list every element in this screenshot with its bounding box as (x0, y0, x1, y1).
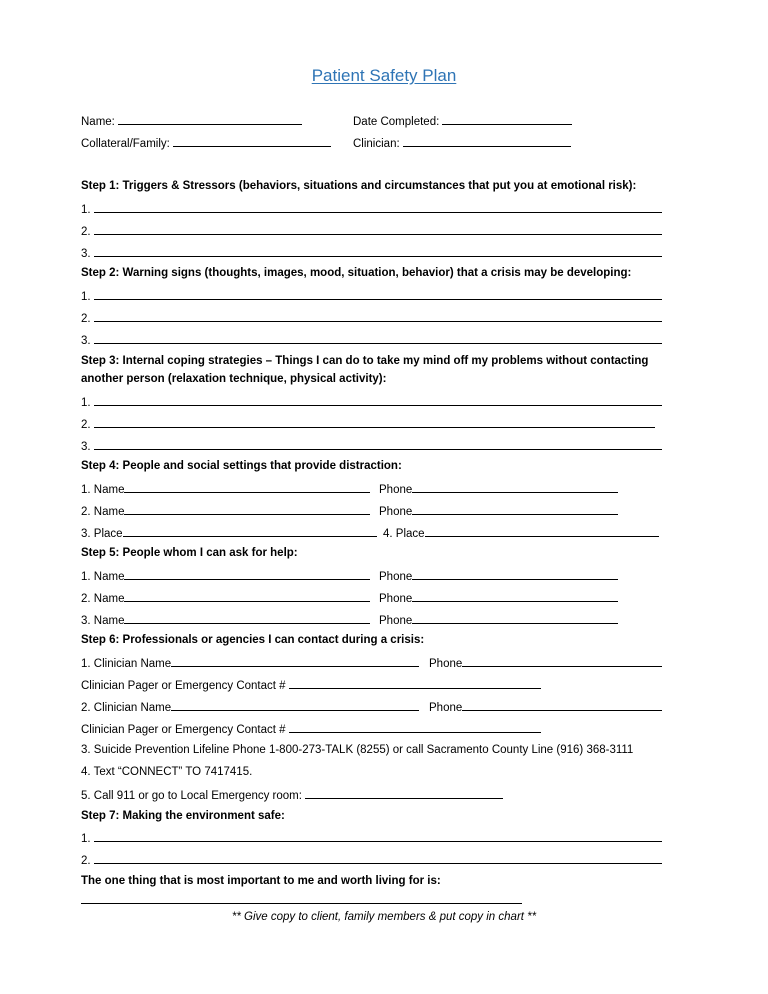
step4-phone-1-blank[interactable] (412, 480, 618, 493)
step1-blank-1[interactable] (94, 200, 662, 213)
step5-phone-2[interactable]: Phone (379, 589, 618, 605)
step4-name-1-blank[interactable] (124, 480, 370, 493)
date-field-row[interactable] (353, 112, 572, 128)
step4-phone-1[interactable]: Phone (379, 480, 618, 496)
step3-item-3[interactable]: 3. (81, 437, 662, 453)
step5-phone-3[interactable]: Phone (379, 611, 618, 627)
step4-phone-2-blank[interactable] (412, 502, 618, 515)
step7-blank-1[interactable] (94, 829, 662, 842)
step6-pager-1[interactable]: Clinician Pager or Emergency Contact # (81, 676, 541, 692)
step4-place-3-blank[interactable] (123, 524, 377, 537)
collateral-label: Collateral/Family: (81, 138, 170, 150)
step5-name-3[interactable]: 3. Name (81, 611, 370, 627)
step6-clinician-1-blank[interactable] (171, 654, 419, 667)
step7-item-2[interactable]: 2. (81, 851, 662, 867)
name-field-row[interactable] (81, 112, 302, 128)
step1-heading: Step 1: Triggers & Stressors (behaviors, situations and circumstances that put you at emotional risk): (81, 180, 637, 192)
step5-name-2-blank[interactable] (124, 589, 370, 602)
name-label: Name: (81, 116, 115, 128)
step2-item-1[interactable]: 1. (81, 287, 662, 303)
step6-phone-2[interactable]: Phone (429, 698, 662, 714)
step2-blank-3[interactable] (94, 331, 662, 344)
date-label: Date Completed: (353, 116, 440, 128)
step5-name-1-blank[interactable] (124, 567, 370, 580)
step2-item-2[interactable]: 2. (81, 309, 662, 325)
step4-place-3[interactable]: 3. Place (81, 524, 377, 540)
step3-blank-3[interactable] (94, 437, 662, 450)
step6-pager-2-blank[interactable] (289, 720, 541, 733)
step1-blank-2[interactable] (94, 222, 662, 235)
step6-phone-1[interactable]: Phone (429, 654, 662, 670)
step3-blank-2[interactable] (94, 415, 655, 428)
step6-text-connect: 4. Text “CONNECT” TO 7417415. (81, 766, 253, 778)
step7-blank-2[interactable] (94, 851, 662, 864)
step3-heading-line2: another person (relaxation technique, physical activity): (81, 373, 387, 385)
step6-pager-1-blank[interactable] (289, 676, 541, 689)
step5-name-3-blank[interactable] (124, 611, 370, 624)
step1-item-3[interactable]: 3. (81, 244, 662, 260)
date-blank[interactable] (442, 112, 572, 125)
step1-blank-3[interactable] (94, 244, 662, 257)
step6-phone-2-blank[interactable] (462, 698, 662, 711)
final-answer-blank[interactable] (81, 902, 522, 904)
step5-phone-3-blank[interactable] (412, 611, 618, 624)
step7-item-1[interactable]: 1. (81, 829, 662, 845)
step6-clinician-2[interactable]: 2. Clinician Name (81, 698, 419, 714)
step2-blank-2[interactable] (94, 309, 662, 322)
step5-phone-1-blank[interactable] (412, 567, 618, 580)
step6-heading: Step 6: Professionals or agencies I can contact during a crisis: (81, 634, 425, 646)
clinician-blank[interactable] (403, 134, 571, 147)
step4-phone-2[interactable]: Phone (379, 502, 618, 518)
step5-name-2[interactable]: 2. Name (81, 589, 370, 605)
step6-clinician-1[interactable]: 1. Clinician Name (81, 654, 419, 670)
step6-phone-1-blank[interactable] (462, 654, 662, 667)
step4-name-2-blank[interactable] (124, 502, 370, 515)
page-title: Patient Safety Plan (311, 66, 457, 85)
step2-heading: Step 2: Warning signs (thoughts, images, mood, situation, behavior) that a crisis may be developing: (81, 267, 632, 279)
step1-item-2[interactable]: 2. (81, 222, 662, 238)
step4-heading: Step 4: People and social settings that provide distraction: (81, 460, 402, 472)
step5-heading: Step 5: People whom I can ask for help: (81, 547, 298, 559)
step3-item-2[interactable]: 2. (81, 415, 655, 431)
step5-phone-2-blank[interactable] (412, 589, 618, 602)
step5-phone-1[interactable]: Phone (379, 567, 618, 583)
collateral-field-row[interactable] (81, 134, 331, 150)
step6-lifeline: 3. Suicide Prevention Lifeline Phone 1-800-273-TALK (8255) or call Sacramento County Line (916) 368-3111 (81, 744, 634, 756)
step1-item-1[interactable]: 1. (81, 200, 662, 216)
name-blank[interactable] (118, 112, 302, 125)
step3-item-1[interactable]: 1. (81, 393, 662, 409)
clinician-field-row[interactable] (353, 134, 571, 150)
final-heading: The one thing that is most important to me and worth living for is: (81, 875, 441, 887)
step6-emergency-room[interactable]: 5. Call 911 or go to Local Emergency room: (81, 786, 503, 802)
step6-clinician-2-blank[interactable] (171, 698, 419, 711)
step5-name-1[interactable]: 1. Name (81, 567, 370, 583)
step4-name-1[interactable]: 1. Name (81, 480, 370, 496)
footer-note: ** Give copy to client, family members & put copy in chart ** (231, 911, 537, 923)
step3-heading-line1: Step 3: Internal coping strategies – Things I can do to take my mind off my problems without contacting (81, 355, 649, 367)
step4-place-4-blank[interactable] (425, 524, 659, 537)
step2-blank-1[interactable] (94, 287, 662, 300)
clinician-label: Clinician: (353, 138, 400, 150)
step6-pager-2[interactable]: Clinician Pager or Emergency Contact # (81, 720, 541, 736)
step6-er-blank[interactable] (305, 786, 503, 799)
step4-name-2[interactable]: 2. Name (81, 502, 370, 518)
step2-item-3[interactable]: 3. (81, 331, 662, 347)
step7-heading: Step 7: Making the environment safe: (81, 810, 285, 822)
collateral-blank[interactable] (173, 134, 331, 147)
step3-blank-1[interactable] (94, 393, 662, 406)
step4-place-4[interactable]: 4. Place (383, 524, 659, 540)
